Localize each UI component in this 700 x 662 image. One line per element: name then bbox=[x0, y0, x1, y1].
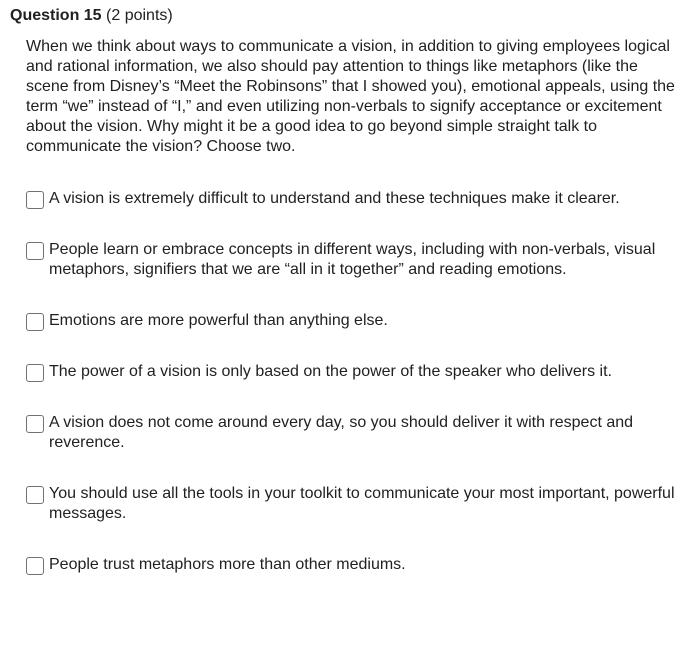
checkbox[interactable] bbox=[26, 313, 44, 331]
answer-option[interactable] bbox=[26, 189, 676, 209]
option-label: People trust metaphors more than other mediums. bbox=[49, 556, 406, 573]
checkbox[interactable] bbox=[26, 242, 44, 260]
option-label: A vision does not come around every day, so you should deliver it with respect and reverence. bbox=[49, 414, 634, 451]
checkbox[interactable] bbox=[26, 415, 44, 433]
checkbox[interactable] bbox=[26, 191, 44, 209]
question-header bbox=[10, 6, 173, 26]
answer-option[interactable] bbox=[26, 240, 676, 280]
checkbox[interactable] bbox=[26, 557, 44, 575]
answer-options-list bbox=[26, 189, 676, 575]
answer-option[interactable] bbox=[26, 362, 676, 382]
answer-option[interactable] bbox=[26, 484, 676, 524]
option-label: A vision is extremely difficult to understand and these techniques make it clearer. bbox=[49, 190, 620, 207]
option-label: People learn or embrace concepts in different ways, including with non-verbals, visual metaphors, signifiers that we are “all in it together” and reading emotions. bbox=[49, 241, 656, 278]
checkbox[interactable] bbox=[26, 364, 44, 382]
option-label: The power of a vision is only based on the power of the speaker who delivers it. bbox=[49, 363, 612, 380]
question-points: (2 points) bbox=[106, 7, 173, 24]
checkbox[interactable] bbox=[26, 486, 44, 504]
answer-option[interactable] bbox=[26, 555, 676, 575]
question-title: Question 15 bbox=[10, 7, 102, 24]
answer-option[interactable] bbox=[26, 311, 676, 331]
answer-option[interactable] bbox=[26, 413, 676, 453]
option-label: You should use all the tools in your toolkit to communicate your most important, powerful messages. bbox=[49, 485, 675, 522]
option-label: Emotions are more powerful than anything else. bbox=[49, 312, 388, 329]
question-prompt: When we think about ways to communicate a vision, in addition to giving employees logical and rational information, we also should pay attention to things like metaphors (like the scene from Disney’s “Meet the Robinsons” that I showed you), emotional appeals, using the term “we” instead of “I,” and even utilizing non-verbals to signify acceptance or excitement about the vision. Why might it be a good idea to go beyond simple straight talk to communicate the vision? Choose two. bbox=[26, 38, 675, 155]
